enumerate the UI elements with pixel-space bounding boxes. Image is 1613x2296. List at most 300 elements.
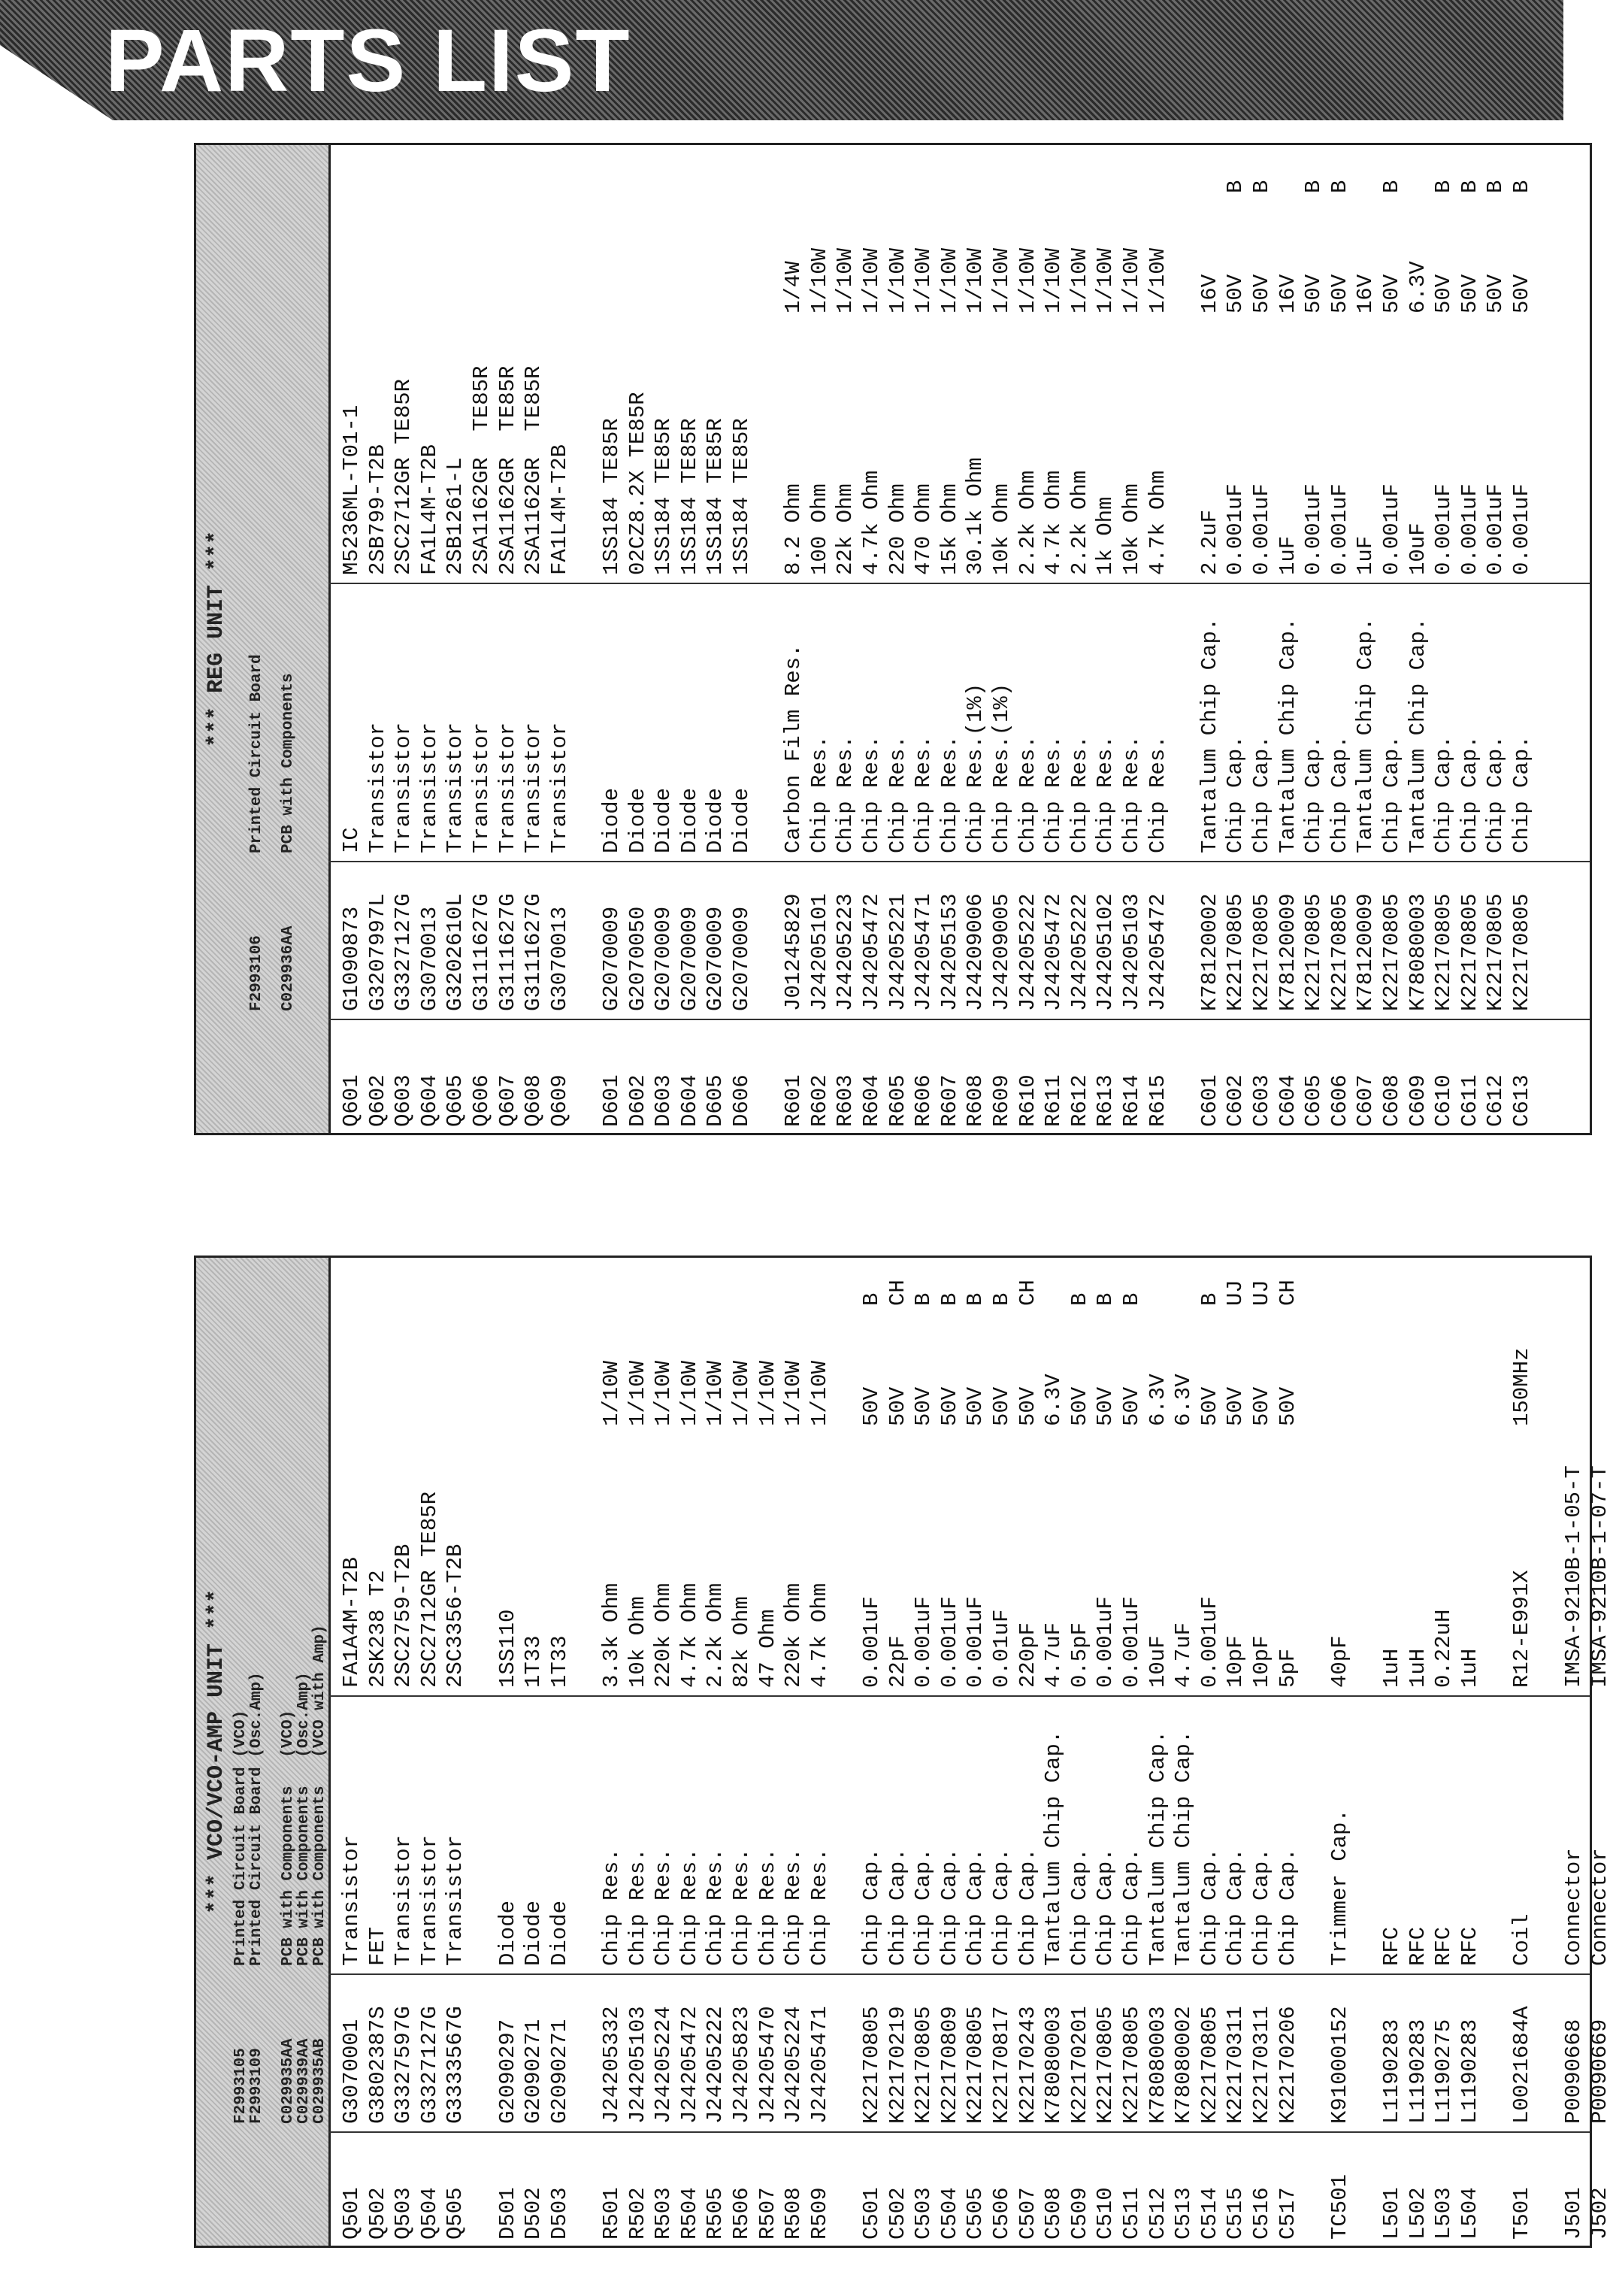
cell-ref: C607 (1353, 1074, 1378, 1127)
cell-desc: Chip Res. (859, 735, 884, 853)
table-row (1587, 1258, 1613, 2246)
cell-desc: Chip Cap. (1457, 735, 1482, 853)
cell-code: J24205471 (911, 893, 937, 1011)
cell-extra: 50V (911, 1386, 937, 1426)
cell-desc: Diode (495, 1900, 520, 1966)
table-row (963, 1258, 988, 2246)
cell-desc: Connector (1587, 1848, 1612, 1966)
page-title: PARTS LIST (105, 11, 631, 111)
cell-extra: 50V (885, 1386, 910, 1426)
cell-code: L1190283 (1379, 2019, 1404, 2124)
cell-ref: C601 (1197, 1074, 1222, 1127)
cell-val: 1k Ohm (1093, 496, 1118, 575)
table-row (1223, 145, 1248, 1133)
table-row (1171, 145, 1197, 1133)
cell-code: K22170805 (1483, 893, 1509, 1011)
cell-ref: R505 (703, 2187, 728, 2240)
cell-code: J24205222 (1015, 893, 1040, 1011)
cell-desc: Chip Cap. (1509, 735, 1534, 853)
table-row (859, 1258, 885, 2246)
table-row (807, 145, 833, 1133)
cell-ref: C610 (1431, 1074, 1457, 1127)
cell-desc: Chip Cap. (1223, 1848, 1248, 1966)
cell-grade: CH (885, 1280, 910, 1306)
header-code: C029935AB (311, 2038, 328, 2124)
cell-code: K22170805 (1197, 2006, 1222, 2124)
cell-desc: Chip Cap. (1327, 735, 1352, 853)
cell-ref: C505 (963, 2187, 988, 2240)
table-row (677, 145, 703, 1133)
cell-val: 10pF (1223, 1635, 1248, 1688)
table-row (963, 145, 988, 1133)
cell-ref: C603 (1249, 1074, 1274, 1127)
cell-code: P0090669 (1587, 2019, 1612, 2124)
cell-extra: 16V (1275, 274, 1300, 314)
cell-extra: 50V (1431, 274, 1457, 314)
table-row (1301, 145, 1327, 1133)
cell-ref: R603 (833, 1074, 858, 1127)
cell-desc: Diode (625, 787, 650, 853)
cell-code: K22170206 (1275, 2006, 1300, 2124)
cell-desc: Chip Cap. (1015, 1848, 1040, 1966)
cell-grade: B (1249, 180, 1274, 193)
cell-ref: R615 (1145, 1074, 1170, 1127)
table-row (1015, 145, 1041, 1133)
cell-ref: R601 (781, 1074, 806, 1127)
cell-desc: Chip Res.(1%) (989, 683, 1014, 853)
cell-ref: C613 (1509, 1074, 1534, 1127)
cell-val: 2SA1162GR TE85R (469, 365, 494, 575)
table-row (599, 1258, 625, 2246)
cell-desc: Chip Res. (703, 1848, 728, 1966)
table-row (1276, 145, 1301, 1133)
cell-desc: Tantalum Chip Cap. (1405, 617, 1430, 853)
cell-val: 0.001uF (1509, 483, 1534, 575)
cell-desc: Chip Cap. (1067, 1848, 1092, 1966)
cell-ref: C611 (1457, 1074, 1482, 1127)
cell-desc: Chip Res. (651, 1848, 676, 1966)
cell-code: G3327597G (391, 2006, 416, 2124)
cell-desc: FET (365, 1926, 390, 1966)
cell-desc: Chip Res. (885, 735, 910, 853)
cell-code: G2070009 (651, 906, 676, 1011)
cell-extra: 1/10W (755, 1360, 780, 1426)
cell-ref: D501 (495, 2187, 520, 2240)
cell-desc: RFC (1457, 1926, 1482, 1966)
header-code: F2993106 (248, 935, 265, 1011)
cell-ref: T501 (1509, 2187, 1534, 2240)
cell-ref: C507 (1015, 2187, 1040, 2240)
cell-grade: B (1119, 1292, 1144, 1306)
table-row (1067, 1258, 1093, 2246)
table-row (651, 1258, 676, 2246)
cell-code: K78080003 (1405, 893, 1430, 1011)
table-row (1431, 1258, 1457, 2246)
cell-code: J24205221 (885, 893, 910, 1011)
table-row (1197, 145, 1223, 1133)
table-row (703, 145, 728, 1133)
cell-val: 4.7k Ohm (859, 470, 884, 575)
cell-extra: 6.3V (1041, 1374, 1067, 1426)
cell-code: J24205102 (1093, 893, 1118, 1011)
table-row (469, 145, 495, 1133)
table-row (1067, 145, 1093, 1133)
cell-grade: UJ (1249, 1280, 1274, 1306)
cell-code: K22170805 (859, 2006, 884, 2124)
cell-extra: 1/4W (781, 261, 806, 314)
cell-ref: R612 (1067, 1074, 1092, 1127)
table-row (1301, 1258, 1327, 2246)
cell-extra: 1/10W (1041, 247, 1067, 314)
cell-desc: RFC (1379, 1926, 1404, 1966)
table-row (625, 145, 651, 1133)
cell-val: 4.7k Ohm (1145, 470, 1170, 575)
table-row (443, 145, 468, 1133)
cell-ref: J502 (1587, 2187, 1612, 2240)
cell-ref: R604 (859, 1074, 884, 1127)
cell-val: 2SB799-T2B (365, 444, 390, 575)
cell-desc: Transistor (443, 722, 468, 853)
cell-desc: Chip Cap. (1223, 735, 1248, 853)
table-row (1431, 145, 1457, 1133)
cell-extra: 50V (937, 1386, 962, 1426)
table-row (1327, 145, 1353, 1133)
cell-code: G3111627G (521, 893, 546, 1011)
cell-val: 2SA1162GR TE85R (495, 365, 520, 575)
cell-code: K22170805 (1327, 893, 1352, 1011)
cell-desc: Diode (651, 787, 676, 853)
cell-extra: 50V (1197, 1386, 1222, 1426)
table-row (781, 1258, 806, 2246)
cell-desc: Chip Cap. (1431, 735, 1457, 853)
cell-val: 220k Ohm (651, 1583, 676, 1688)
header-description: PCB with Components (VCO with Amp) (311, 1625, 328, 1966)
cell-ref: Q608 (521, 1074, 546, 1127)
cell-grade: CH (1015, 1280, 1040, 1306)
cell-code: G3070013 (416, 906, 442, 1011)
table-row (1457, 1258, 1483, 2246)
header-code: C029936AA (280, 925, 297, 1011)
cell-ref: R602 (806, 1074, 832, 1127)
table-row (833, 145, 858, 1133)
header-code: C029939AA (295, 2038, 313, 2124)
table-row (1276, 1258, 1301, 2246)
cell-code: J24205103 (1119, 893, 1144, 1011)
cell-code: K22170805 (1249, 893, 1274, 1011)
cell-extra: 6.3V (1171, 1374, 1197, 1426)
cell-code: G2090271 (546, 2019, 572, 2124)
cell-desc: IC (339, 827, 364, 853)
table-row (755, 1258, 781, 2246)
cell-code: G3070001 (339, 2019, 364, 2124)
table-row (1145, 145, 1171, 1133)
cell-code: K22170805 (1301, 893, 1327, 1011)
cell-desc: Connector (1561, 1848, 1587, 1966)
cell-code: J24205224 (651, 2006, 676, 2124)
cell-extra: 1/10W (729, 1360, 754, 1426)
table-row (1457, 145, 1483, 1133)
cell-ref: D503 (546, 2187, 572, 2240)
table-row (573, 1258, 598, 2246)
cell-ref: Q602 (365, 1074, 390, 1127)
cell-extra: 1/10W (963, 247, 988, 314)
cell-ref: R508 (781, 2187, 806, 2240)
cell-val: 0.001uF (963, 1596, 988, 1688)
cell-desc: Chip Cap. (911, 1848, 937, 1966)
cell-extra: 1/10W (676, 1360, 702, 1426)
cell-desc: Transistor (391, 722, 416, 853)
cell-ref: C516 (1249, 2187, 1274, 2240)
cell-extra: 50V (1509, 274, 1534, 314)
cell-code: J24209005 (989, 893, 1014, 1011)
cell-val: 0.01uF (989, 1609, 1014, 1688)
cell-ref: D605 (703, 1074, 728, 1127)
cell-desc: Transistor (365, 722, 390, 853)
cell-code: G3333567G (443, 2006, 468, 2124)
table-row (755, 145, 781, 1133)
table-row (1406, 1258, 1431, 2246)
cell-code: L1190283 (1457, 2019, 1482, 2124)
cell-desc: Carbon Film Res. (781, 644, 806, 853)
table-row (599, 145, 625, 1133)
cell-desc: Chip Cap. (1093, 1848, 1118, 1966)
cell-val: 47 Ohm (755, 1609, 780, 1688)
cell-val: 10k Ohm (1119, 483, 1144, 575)
cell-val: 1uF (1353, 535, 1378, 575)
cell-ref: R611 (1041, 1074, 1067, 1127)
cell-val: 0.001uF (1119, 1596, 1144, 1688)
cell-val: 10k Ohm (625, 1596, 650, 1688)
cell-ref: Q606 (469, 1074, 494, 1127)
cell-code: G2090297 (495, 2019, 520, 2124)
cell-desc: Chip Res. (806, 735, 832, 853)
table-row (1119, 1258, 1145, 2246)
cell-code: J24205101 (806, 893, 832, 1011)
cell-code: G2070009 (729, 906, 754, 1011)
table-row (495, 1258, 521, 2246)
cell-val: 1T33 (546, 1635, 572, 1688)
cell-code: G1090873 (339, 906, 364, 1011)
table-row (1223, 1258, 1248, 2246)
cell-desc: Coil (1509, 1913, 1534, 1966)
cell-val: 0.001uF (1223, 483, 1248, 575)
cell-code: K22170805 (1093, 2006, 1118, 2124)
cell-val: 2.2k Ohm (1067, 470, 1092, 575)
cell-ref: R606 (911, 1074, 937, 1127)
table-row (469, 1258, 495, 2246)
table-row (1379, 145, 1405, 1133)
cell-ref: C514 (1197, 2187, 1222, 2240)
table-row (859, 145, 885, 1133)
table-row (1093, 1258, 1118, 2246)
cell-grade: B (859, 1292, 884, 1306)
cell-ref: D602 (625, 1074, 650, 1127)
cell-grade: B (1067, 1292, 1092, 1306)
table-row (443, 1258, 468, 2246)
cell-val: 1SS184 TE85R (599, 418, 624, 575)
cell-desc: Chip Cap. (885, 1848, 910, 1966)
cell-val: IMSA-9210B-1-07-T (1587, 1465, 1612, 1688)
cell-val: 10uF (1145, 1635, 1170, 1688)
table-row (521, 1258, 546, 2246)
cell-val: 2SA1162GR TE85R (521, 365, 546, 575)
cell-extra: 1/10W (625, 1360, 650, 1426)
cell-val: 220 Ohm (885, 483, 910, 575)
cell-val: 1uF (1275, 535, 1300, 575)
cell-code: J24205472 (859, 893, 884, 1011)
cell-desc: Diode (676, 787, 702, 853)
cell-desc: Chip Res. (833, 735, 858, 853)
cell-code: K78120009 (1353, 893, 1378, 1011)
cell-desc: Chip Cap. (1275, 1848, 1300, 1966)
cell-code: J24205471 (806, 2006, 832, 2124)
cell-ref: C506 (989, 2187, 1014, 2240)
table-row (807, 1258, 833, 2246)
cell-grade: B (1301, 180, 1327, 193)
cell-code: K22170805 (1379, 893, 1404, 1011)
table-row (885, 145, 911, 1133)
table-header (196, 1258, 331, 2246)
table-row (1406, 145, 1431, 1133)
cell-desc: Chip Res. (729, 1848, 754, 1966)
cell-desc: Chip Res. (755, 1848, 780, 1966)
cell-extra: 1/10W (859, 247, 884, 314)
cell-ref: C515 (1223, 2187, 1248, 2240)
cell-val: 10uF (1405, 523, 1430, 575)
cell-ref: D604 (676, 1074, 702, 1127)
cell-extra: 50V (1301, 274, 1327, 314)
cell-ref: L501 (1379, 2187, 1404, 2240)
cell-code: P0090668 (1561, 2019, 1587, 2124)
cell-code: K22170311 (1223, 2006, 1248, 2124)
table-row (1171, 1258, 1197, 2246)
cell-grade: B (911, 1292, 937, 1306)
cell-grade: B (1197, 1292, 1222, 1306)
table-row (1509, 145, 1535, 1133)
cell-grade: B (989, 1292, 1014, 1306)
table-row (339, 145, 365, 1133)
parts-table-reg (194, 143, 1592, 1135)
cell-desc: RFC (1405, 1926, 1430, 1966)
table-row (1041, 145, 1067, 1133)
cell-code: J24205222 (1067, 893, 1092, 1011)
table-row (703, 1258, 728, 2246)
table-row (1093, 145, 1118, 1133)
cell-val: 30.1k Ohm (963, 457, 988, 575)
cell-desc: Transistor (416, 722, 442, 853)
cell-ref: Q502 (365, 2187, 390, 2240)
cell-val: 2SC2712GR TE85R (416, 1491, 442, 1688)
cell-val: 4.7k Ohm (806, 1583, 832, 1688)
cell-val: 220k Ohm (781, 1583, 806, 1688)
cell-code: J24209006 (963, 893, 988, 1011)
table-row (937, 1258, 963, 2246)
cell-ref: Q504 (416, 2187, 442, 2240)
cell-desc: Transistor (546, 722, 572, 853)
cell-code: K22170805 (1457, 893, 1482, 1011)
cell-val: FA1L4M-T2B (416, 444, 442, 575)
cell-ref: Q603 (391, 1074, 416, 1127)
cell-grade: B (1483, 180, 1509, 193)
cell-extra: 1/10W (806, 247, 832, 314)
cell-code: J24205332 (599, 2006, 624, 2124)
table-row (677, 1258, 703, 2246)
cell-extra: 50V (963, 1386, 988, 1426)
cell-ref: C605 (1301, 1074, 1327, 1127)
cell-ref: R607 (937, 1074, 962, 1127)
cell-extra: 1/10W (781, 1360, 806, 1426)
cell-extra: 6.3V (1405, 261, 1430, 314)
cell-grade: B (1327, 180, 1352, 193)
cell-desc: Diode (546, 1900, 572, 1966)
table-header (196, 145, 331, 1133)
cell-val: 22k Ohm (833, 483, 858, 575)
table-row (1249, 1258, 1275, 2246)
page-banner (0, 0, 1563, 120)
cell-val: 82k Ohm (729, 1596, 754, 1688)
cell-extra: 50V (1093, 1386, 1118, 1426)
cell-desc: Chip Res. (1145, 735, 1170, 853)
cell-val: 2.2k Ohm (1015, 470, 1040, 575)
cell-ref: R610 (1015, 1074, 1040, 1127)
cell-val: FA1L4M-T2B (546, 444, 572, 575)
cell-val: 4.7k Ohm (1041, 470, 1067, 575)
cell-desc: Tantalum Chip Cap. (1171, 1730, 1197, 1966)
cell-val: 1SS184 TE85R (651, 418, 676, 575)
table-title: *** VCO/VCO-AMP UNIT *** (204, 1589, 229, 1915)
cell-code: J24205103 (625, 2006, 650, 2124)
cell-code: K22170201 (1067, 2006, 1092, 2124)
cell-extra: 6.3V (1145, 1374, 1170, 1426)
header-description: PCB with Components (VCO) (280, 1710, 297, 1966)
cell-extra: 50V (1249, 1386, 1274, 1426)
cell-val: 15k Ohm (937, 483, 962, 575)
cell-code: G2070009 (703, 906, 728, 1011)
cell-val: FA1A4M-T2B (339, 1556, 364, 1688)
cell-val: 2SC3356-T2B (443, 1543, 468, 1688)
header-description: Printed Circuit Board (248, 654, 265, 853)
cell-val: 0.001uF (1431, 483, 1457, 575)
table-row (547, 145, 573, 1133)
cell-code: K78080003 (1041, 2006, 1067, 2124)
cell-desc: Transistor (521, 722, 546, 853)
cell-val: 1T33 (521, 1635, 546, 1688)
cell-code: J24205472 (676, 2006, 702, 2124)
cell-ref: R509 (806, 2187, 832, 2240)
table-row (729, 145, 755, 1133)
table-row (1041, 1258, 1067, 2246)
cell-grade: B (937, 1292, 962, 1306)
cell-desc: Tantalum Chip Cap. (1145, 1730, 1170, 1966)
table-row (1483, 145, 1509, 1133)
cell-extra: 50V (1457, 274, 1482, 314)
table-row (1353, 1258, 1378, 2246)
cell-ref: R502 (625, 2187, 650, 2240)
cell-desc: Chip Res. (1093, 735, 1118, 853)
cell-val: 8.2 Ohm (781, 483, 806, 575)
cell-desc: Chip Res. (1041, 735, 1067, 853)
cell-code: K22170805 (1223, 893, 1248, 1011)
table-row (1379, 1258, 1405, 2246)
cell-desc: Chip Cap. (1301, 735, 1327, 853)
cell-code: K22170243 (1015, 2006, 1040, 2124)
cell-desc: Chip Res. (937, 735, 962, 853)
cell-code: J24205153 (937, 893, 962, 1011)
cell-val: 2.2uF (1197, 509, 1222, 575)
cell-desc: Chip Cap. (963, 1848, 988, 1966)
cell-desc: Tantalum Chip Cap. (1041, 1730, 1067, 1966)
cell-ref: Q601 (339, 1074, 364, 1127)
